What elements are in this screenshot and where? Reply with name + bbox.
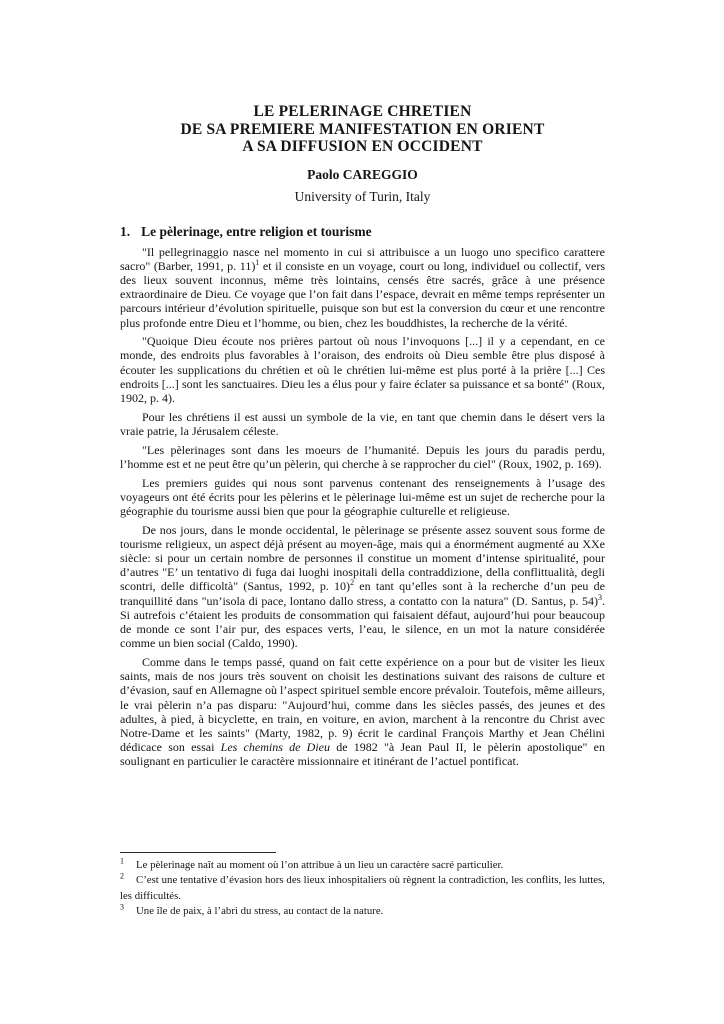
author-name: Paolo CAREGGIO bbox=[307, 166, 418, 182]
footnote-marker: 1 bbox=[120, 856, 124, 866]
text-run: "Quoique Dieu écoute nos prières partout où nous l’invoquons [...] il y a cependant, en ce monde, des endroits plus favorables à l’oraison, des endroits où Dieu semble être plus disposé à écouter les supplications du chrétien et où le chrétien lui-même est plus porté à la prière [...] Ces endroits [...] sont les sanctuaires. Dieu les a élus pour y faire éclater sa puissance et sa bonté" (Roux, 1902, p. 4). bbox=[120, 334, 605, 406]
footnotes bbox=[120, 852, 605, 920]
title-line-1: LE PELERINAGE CHRETIEN bbox=[253, 103, 472, 120]
paragraphs bbox=[120, 245, 605, 769]
text-run: . Si autrefois c’étaient les produits de consommation qui faisaient défaut, aujourd’hui pour beaucoup de monde ce sont l’air pur, des espaces verts, l’eau, le silence, en un mot la nature considérée comme un bien social (Caldo, 1990). bbox=[120, 593, 605, 651]
footnote bbox=[120, 904, 605, 919]
paragraph bbox=[120, 334, 605, 405]
footnote-reference: 2 bbox=[350, 578, 355, 588]
footnote-reference: 3 bbox=[598, 592, 602, 602]
footnote-separator-rule bbox=[120, 852, 276, 853]
paragraph bbox=[120, 443, 605, 471]
section-title: Le pèlerinage, entre religion et tourisme bbox=[141, 223, 372, 239]
paragraph bbox=[120, 410, 605, 438]
text-run: De nos jours, dans le monde occidental, le pèlerinage se présente assez souvent sous forme de tourisme religieux, un aspect déjà présent au moyen-âge, mais qui a énormément augmenté au XXe siècle: si pour un certain nombre de personnes il constitue un moment d’intense spiritualité, pour d’autres "E’ un tentativo di fuga dai luoghi inospitali della contraddizione, della conflittualità, degli scontri, delle difficoltà" (Santus, 1992, p. 10) bbox=[120, 522, 605, 594]
text-run: "Il pellegrinaggio nasce nel momento in cui si attribuisce a un luogo uno specifico carattere sacro" (Barber, 1991, p. 11) bbox=[120, 244, 605, 273]
paragraph bbox=[120, 476, 605, 519]
footnote-marker: 3 bbox=[120, 902, 124, 912]
text-run: de 1982 "à Jean Paul II, le pèlerin apostolique" en soulignant en particulier le caractère missionnaire et itinérant de l’actuel pontificat. bbox=[120, 740, 605, 769]
text-run: "Les pèlerinages sont dans les moeurs de l’humanité. Depuis les jours du paradis perdu, l’homme est et ne peut être qu’un pèlerin, qui cherche à se rapprocher du ciel" (Roux, 1902, p. 169). bbox=[120, 442, 605, 471]
paragraph bbox=[120, 655, 605, 769]
paragraph bbox=[120, 245, 605, 330]
text-run: Pour les chrétiens il est aussi un symbole de la vie, en tant que chemin dans le désert vers la vraie patrie, la Jérusalem céleste. bbox=[120, 409, 605, 438]
footnote bbox=[120, 858, 605, 873]
footnote-list bbox=[120, 858, 605, 920]
footnote-marker: 2 bbox=[120, 871, 124, 881]
footnote-reference: 1 bbox=[255, 257, 260, 267]
title-line-3: A SA DIFFUSION EN OCCIDENT bbox=[242, 138, 483, 155]
paragraph bbox=[120, 523, 605, 651]
page-content bbox=[120, 103, 605, 773]
text-run: Comme dans le temps passé, quand on fait cette expérience on a pour but de visiter les lieux saints, mais de nos jours très souvent on choisit les destinations suivant des raisons de culture et d’évasion, sauf en Allemagne où l’aspect spirituel semble encore prévaloir. Toutefois, même ailleurs, le vrai pèlerin n’a pas disparu: "Aujourd’hui, comme dans les siècles passés, des jeunes et des adultes, à pied, à bicyclette, en train, en voiture, en avion, marchent à la rencontre du Christ avec Notre-Dame et les saints" (Marty, 1982, p. 9) écrit le cardinal François Marthy et Jean Chélini dédicace son essai bbox=[120, 654, 605, 755]
footnote-text: Le pèlerinage naît au moment où l’on attribue à un lieu un caractère sacré particulier. bbox=[136, 859, 504, 871]
section-heading bbox=[120, 224, 605, 240]
text-run: et il consiste en un voyage, court ou long, individuel ou collectif, vers des lieux souvent inconnus, même très lointains, censés être sacrés, grâce à une présence extraordinaire de Dieu. Ce voyage que l’on fait dans l’espace, devrait en même temps représenter un parcours intérieur d’évolution spirituelle, puisque son but est la conversion du cœur et une rencontre plus profonde entre Dieu et l’homme, ou bien, chez les bouddhistes, la recherche de la vérité. bbox=[120, 258, 606, 330]
paper-title bbox=[120, 103, 605, 156]
footnote-text: Une île de paix, à l’abri du stress, au contact de la nature. bbox=[136, 905, 384, 918]
section-number: 1. bbox=[120, 223, 131, 239]
author-affiliation: University of Turin, Italy bbox=[294, 188, 431, 204]
text-run: Les premiers guides qui nous sont parvenus contenant des renseignements à l’usage des voyageurs ont été écrits pour les pèlerins et le pèlerinage lui-même est un sujet de recherche pour la géographie du tourisme aussi bien que pour la géographie culturelle et religieuse. bbox=[120, 475, 605, 518]
title-line-2: DE SA PREMIERE MANIFESTATION EN ORIENT bbox=[180, 120, 545, 138]
text-run: en tant qu’elles sont à la recherche d’un peu de tranquillité dans "un’isola di pace, lontano dallo stress, a contatto con la natura" (D. Santus, p. 54) bbox=[120, 579, 605, 608]
footnote bbox=[120, 873, 605, 904]
italic-text-run: Les chemins de Dieu bbox=[220, 740, 330, 755]
footnote-text: C’est une tentative d’évasion hors des lieux inhospitaliers où règnent la contradiction, les conflits, les luttes, les difficultés. bbox=[120, 874, 605, 902]
